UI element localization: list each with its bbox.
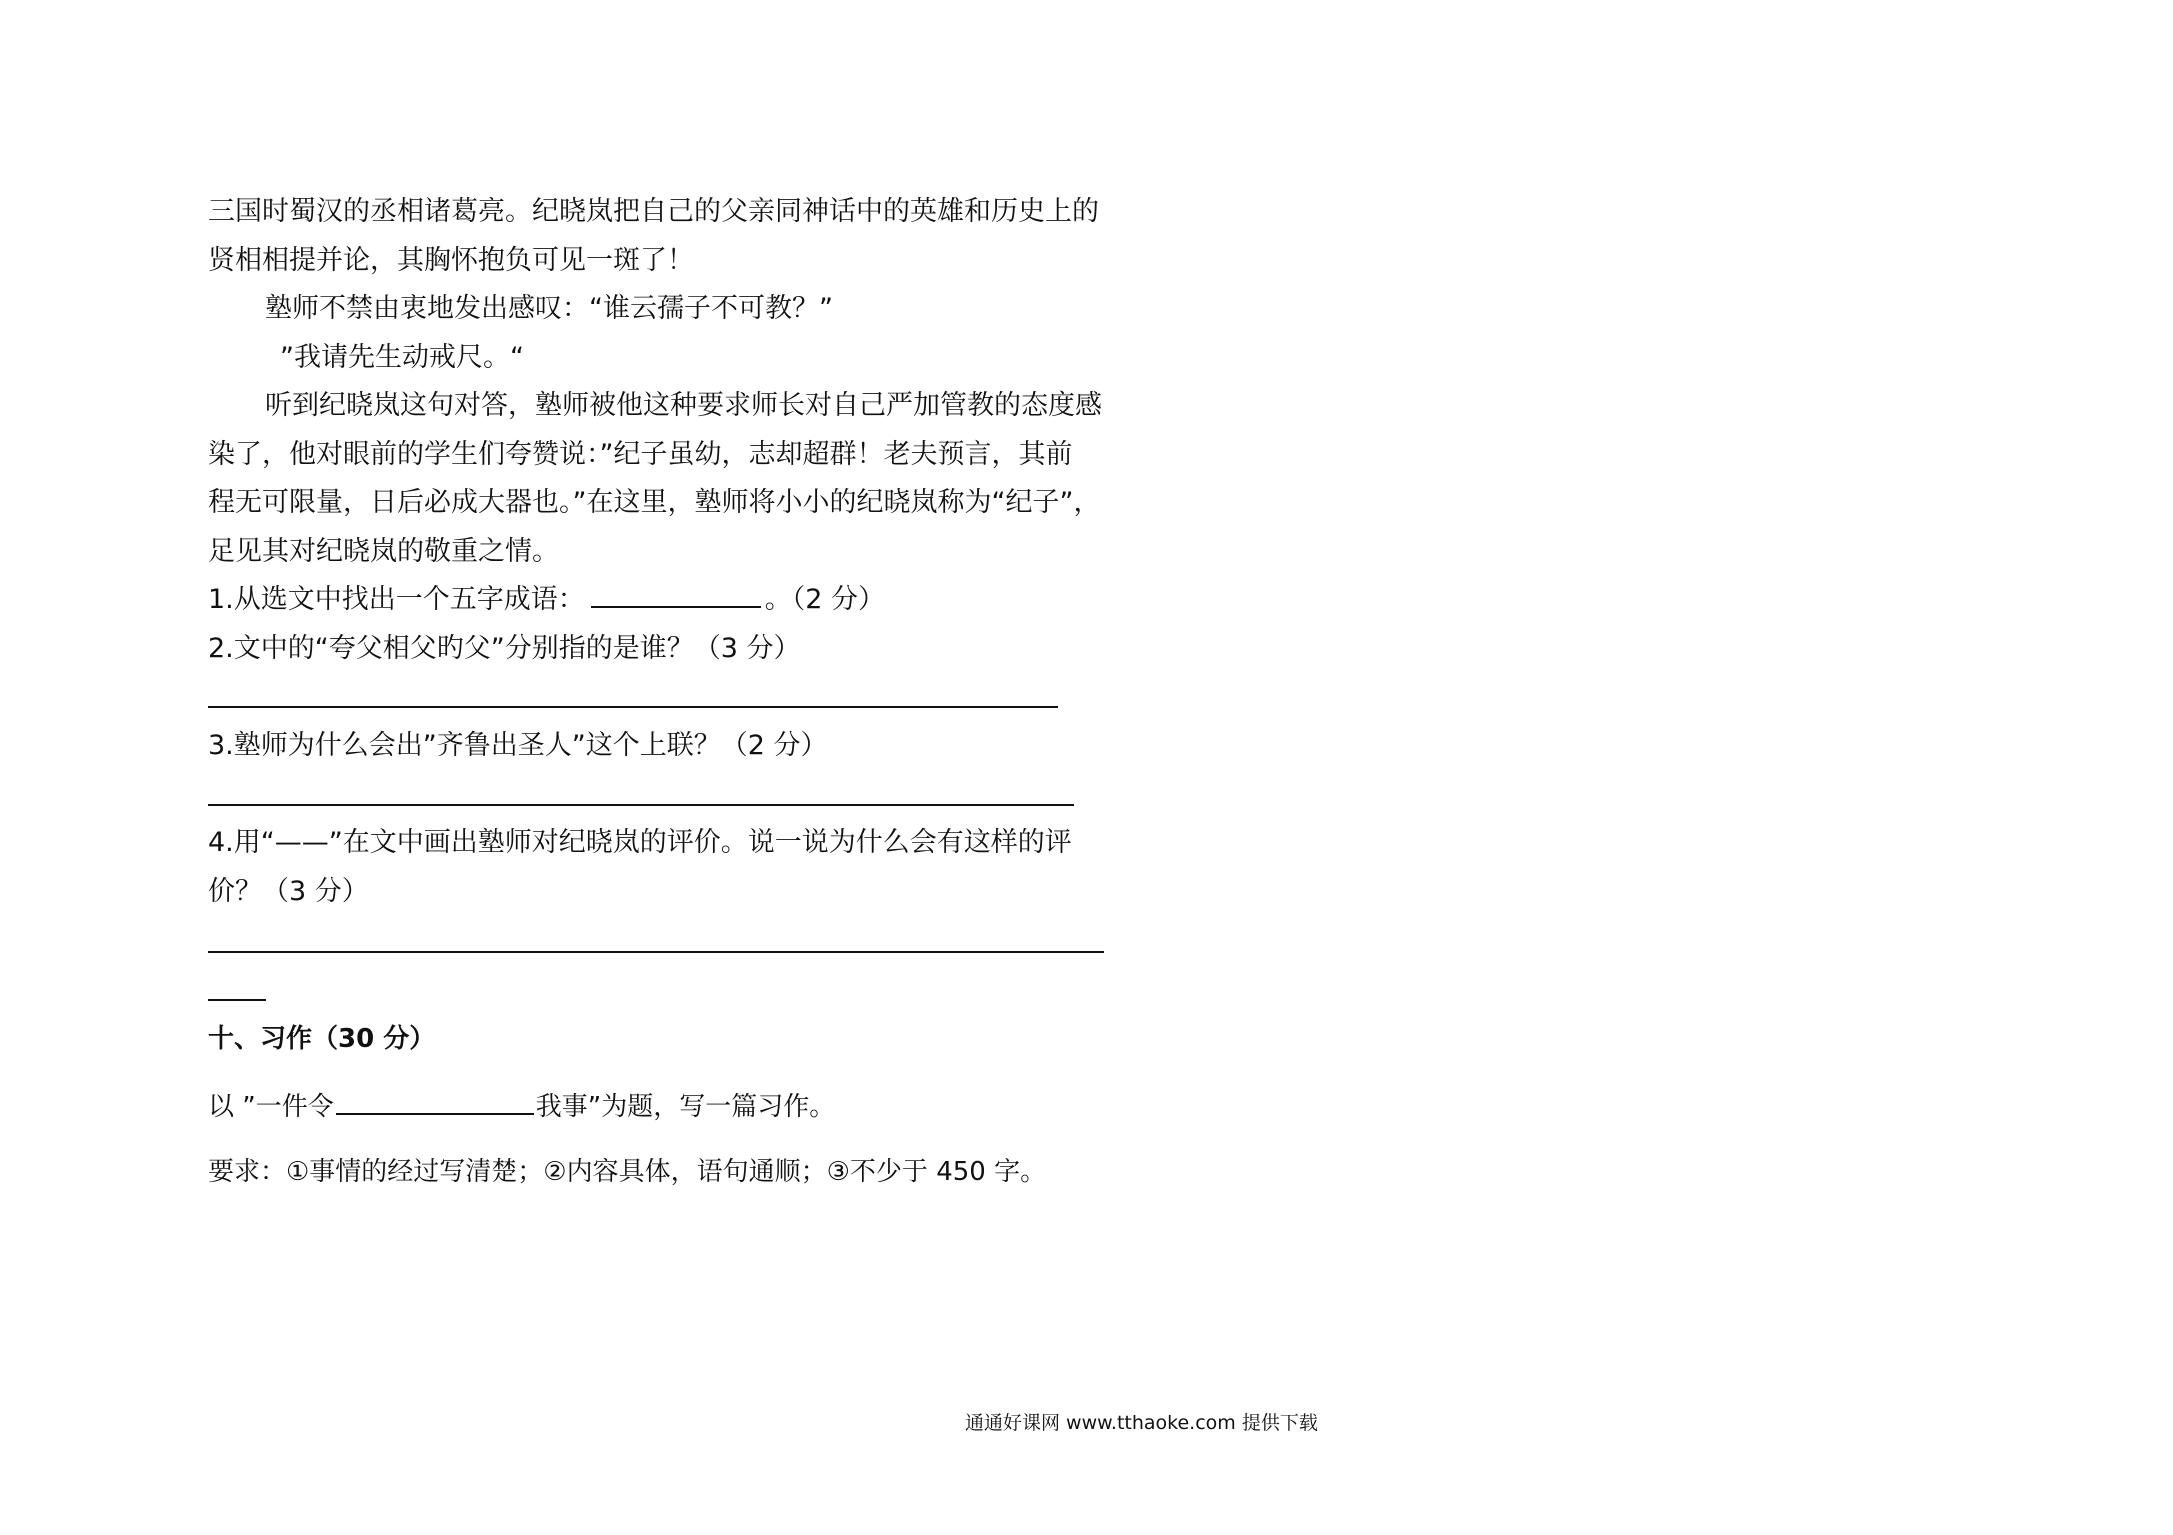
question-1 [208,576,1108,625]
composition-requirements: 要求：①事情的经过写清楚；②内容具体，语句通顺；③不少于 450 字。 [208,1157,1047,1187]
question-1-score: 。（2 分） [764,584,886,615]
question-3: 3.塾师为什么会出”齐鲁出圣人”这个上联？（2 分） [208,730,828,761]
footer-source: 通通好课网 www.tthaoke.com 提供下载 [965,1412,1318,1434]
question-3-answer-line[interactable] [208,804,1074,806]
question-4-line-2: 价？（3 分） [208,876,369,907]
question-2: 2.文中的“夸父相父旳父”分别指的是谁？（3 分） [208,632,801,664]
question-4-answer-line[interactable] [208,951,1104,953]
passage-line: 贤相相提并论，其胸怀抱负可见一斑了！ [208,244,694,276]
passage-line: 塾师不禁由衷地发出感叹：“谁云孺子不可教？” [265,293,833,324]
composition-title-blank[interactable] [336,1091,534,1115]
question-2-answer-line[interactable] [208,706,1058,708]
passage-line: 染了，他对眼前的学生们夸赞说：”纪子虽幼，志却超群！老夫预言，其前 [208,438,1073,470]
composition-title-prompt [208,1086,835,1123]
passage-line: 听到纪晓岚这句对答，塾师被他这种要求师长对自己严加管教的态度感 [265,390,1102,421]
question-4-answer-line-tail[interactable] [208,999,266,1001]
passage-line: 足见其对纪晓岚的敬重之情。 [208,535,559,567]
idiom-answer-blank[interactable] [591,584,761,608]
composition-heading: 十、习作（30 分） [208,1024,436,1054]
passage-line: ”我请先生动戒尺。“ [280,341,524,373]
question-4-line-1: 4.用“——”在文中画出塾师对纪晓岚的评价。说一说为什么会有这样的评 [208,827,1072,858]
question-1-text: 1.从选文中找出一个五字成语： [208,584,585,615]
passage-line: 三国时蜀汉的丞相诸葛亮。纪晓岚把自己的父亲同神话中的英雄和历史上的 [208,196,1099,227]
composition-title-suffix: 我事”为题，写一篇习作。 [535,1092,836,1122]
composition-title-prefix: 以 ”一件令 [208,1092,334,1122]
passage-line: 程无可限量，日后必成大器也。”在这里，塾师将小小的纪晓岚称为“纪子”， [208,487,1101,518]
reading-passage [208,188,1108,673]
